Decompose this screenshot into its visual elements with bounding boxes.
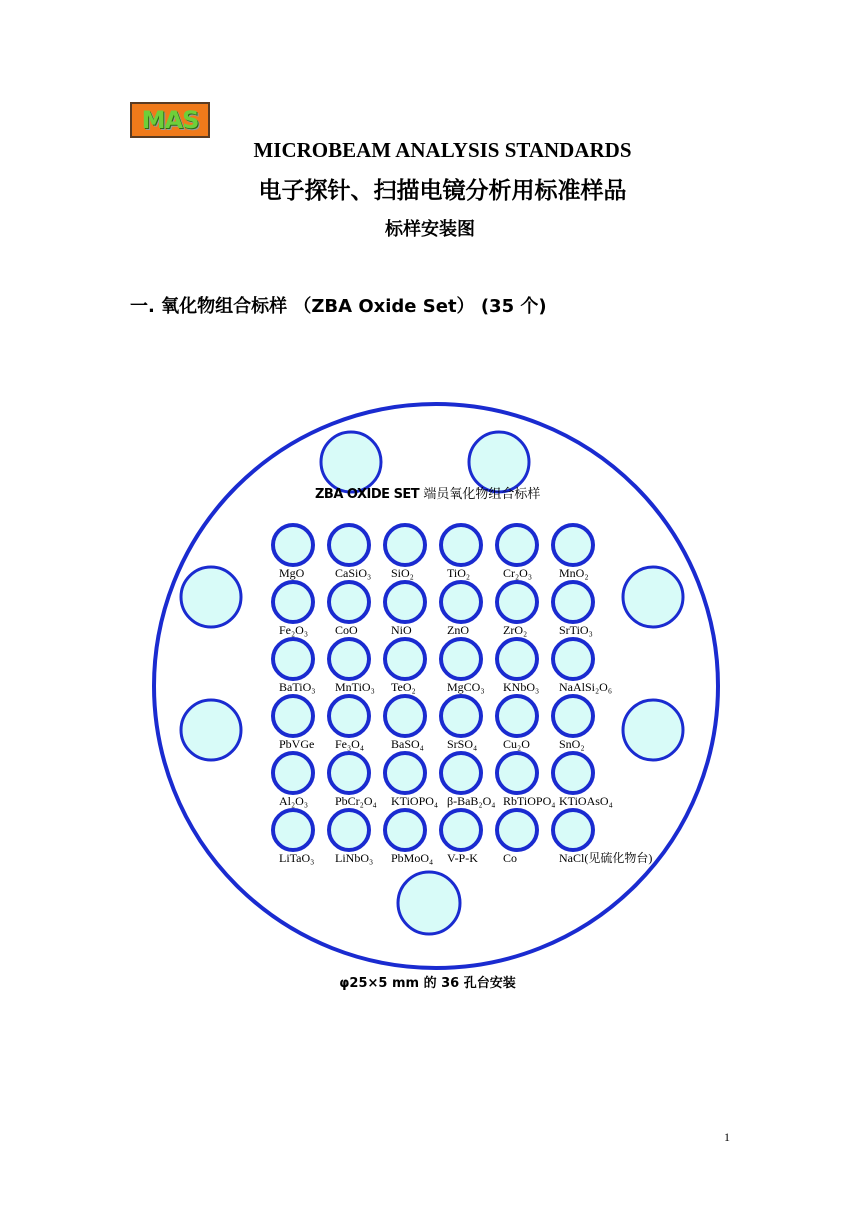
page-number: 1 — [724, 1130, 730, 1144]
title-chinese: 电子探针、扫描电镜分析用标准样品 — [258, 178, 627, 204]
sample-label: CoO — [335, 623, 358, 637]
sample-hole — [273, 525, 313, 565]
sample-label: Cu₂O — [503, 737, 530, 751]
sample-hole — [553, 810, 593, 850]
sample-hole — [273, 639, 313, 679]
sample-hole — [329, 696, 369, 736]
sample-label: LiNbO₃ — [335, 851, 374, 865]
sample-hole — [385, 639, 425, 679]
logo-text: MAS — [141, 106, 199, 134]
sample-hole — [441, 810, 481, 850]
sample-hole — [329, 525, 369, 565]
sample-label: NiO — [391, 623, 412, 637]
sample-label: β-BaB₂O₄ — [447, 794, 496, 808]
sample-hole — [385, 696, 425, 736]
sample-label: ZrO₂ — [503, 623, 528, 637]
sample-label: LiTaO₃ — [279, 851, 315, 865]
sample-label: MgO — [279, 566, 305, 580]
set-title — [315, 483, 540, 502]
sample-label: SrTiO₃ — [559, 623, 593, 637]
sample-hole — [329, 753, 369, 793]
sample-hole — [497, 639, 537, 679]
sample-label: BaTiO₃ — [279, 680, 316, 694]
sample-label: KTiOPO₄ — [391, 794, 439, 808]
sample-hole — [385, 810, 425, 850]
sample-hole — [497, 753, 537, 793]
sample-label: SnO₂ — [559, 737, 585, 751]
sample-label: BaSO₄ — [391, 737, 424, 751]
sample-label: MgCO₃ — [447, 680, 485, 694]
sample-hole — [553, 696, 593, 736]
set-title-english: ZBA OXIDE SET — [315, 487, 420, 502]
sample-hole — [441, 696, 481, 736]
sample-hole — [553, 753, 593, 793]
sample-label: RbTiOPO₄ — [503, 794, 556, 808]
sample-hole — [385, 582, 425, 622]
sample-label: TeO₂ — [391, 680, 416, 694]
sample-label: PbCr₂O₄ — [335, 794, 377, 808]
sample-hole — [553, 582, 593, 622]
sample-label: MnO₂ — [559, 566, 589, 580]
sample-hole — [329, 810, 369, 850]
sample-hole — [273, 696, 313, 736]
sample-label: Fe₃O₄ — [335, 737, 365, 751]
sample-hole — [273, 582, 313, 622]
large-hole-left-lower — [181, 700, 241, 760]
sample-label: KTiOAsO₄ — [559, 794, 613, 808]
set-title-chinese: 端员氧化物组合标样 — [423, 487, 541, 502]
sample-label: NaAlSi₂O₆ — [559, 680, 613, 694]
sample-label: ZnO — [447, 623, 469, 637]
sample-hole — [385, 525, 425, 565]
sample-hole — [497, 525, 537, 565]
sample-hole — [497, 810, 537, 850]
sample-label: NaCl(见硫化物台) — [559, 851, 653, 865]
sample-hole — [553, 639, 593, 679]
diagram-caption: φ25×5 mm 的 36 孔台安装 — [339, 976, 516, 991]
sample-label: SiO₂ — [391, 566, 414, 580]
large-hole-left-upper — [181, 567, 241, 627]
sample-hole — [497, 582, 537, 622]
sample-label: V-P-K — [447, 851, 478, 865]
sample-label: KNbO₃ — [503, 680, 540, 694]
sample-hole — [329, 639, 369, 679]
sample-hole — [273, 753, 313, 793]
title-english: MICROBEAM ANALYSIS STANDARDS — [253, 138, 632, 162]
large-hole-bottom — [398, 872, 460, 934]
section-heading: 一. 氧化物组合标样 （ZBA Oxide Set） (35 个) — [130, 296, 547, 317]
sample-hole — [497, 696, 537, 736]
sample-hole — [329, 582, 369, 622]
sample-label: MnTiO₃ — [335, 680, 375, 694]
subtitle: 标样安装图 — [385, 219, 475, 240]
large-hole-right-upper — [623, 567, 683, 627]
sample-hole — [441, 753, 481, 793]
sample-label: CaSiO₃ — [335, 566, 372, 580]
sample-hole — [553, 525, 593, 565]
sample-label: Cr₂O₃ — [503, 566, 533, 580]
sample-label: Co — [503, 851, 518, 865]
sample-label: PbMoO₄ — [391, 851, 434, 865]
sample-hole — [441, 582, 481, 622]
sample-label: SrSO₄ — [447, 737, 478, 751]
sample-label: PbVGe — [279, 737, 315, 751]
sample-label: TiO₂ — [447, 566, 471, 580]
sample-hole — [273, 810, 313, 850]
sample-hole — [385, 753, 425, 793]
large-hole-right-lower — [623, 700, 683, 760]
sample-label: Fe₂O₃ — [279, 623, 309, 637]
sample-hole — [441, 639, 481, 679]
sample-label: Al₂O₃ — [279, 794, 309, 808]
sample-hole — [441, 525, 481, 565]
